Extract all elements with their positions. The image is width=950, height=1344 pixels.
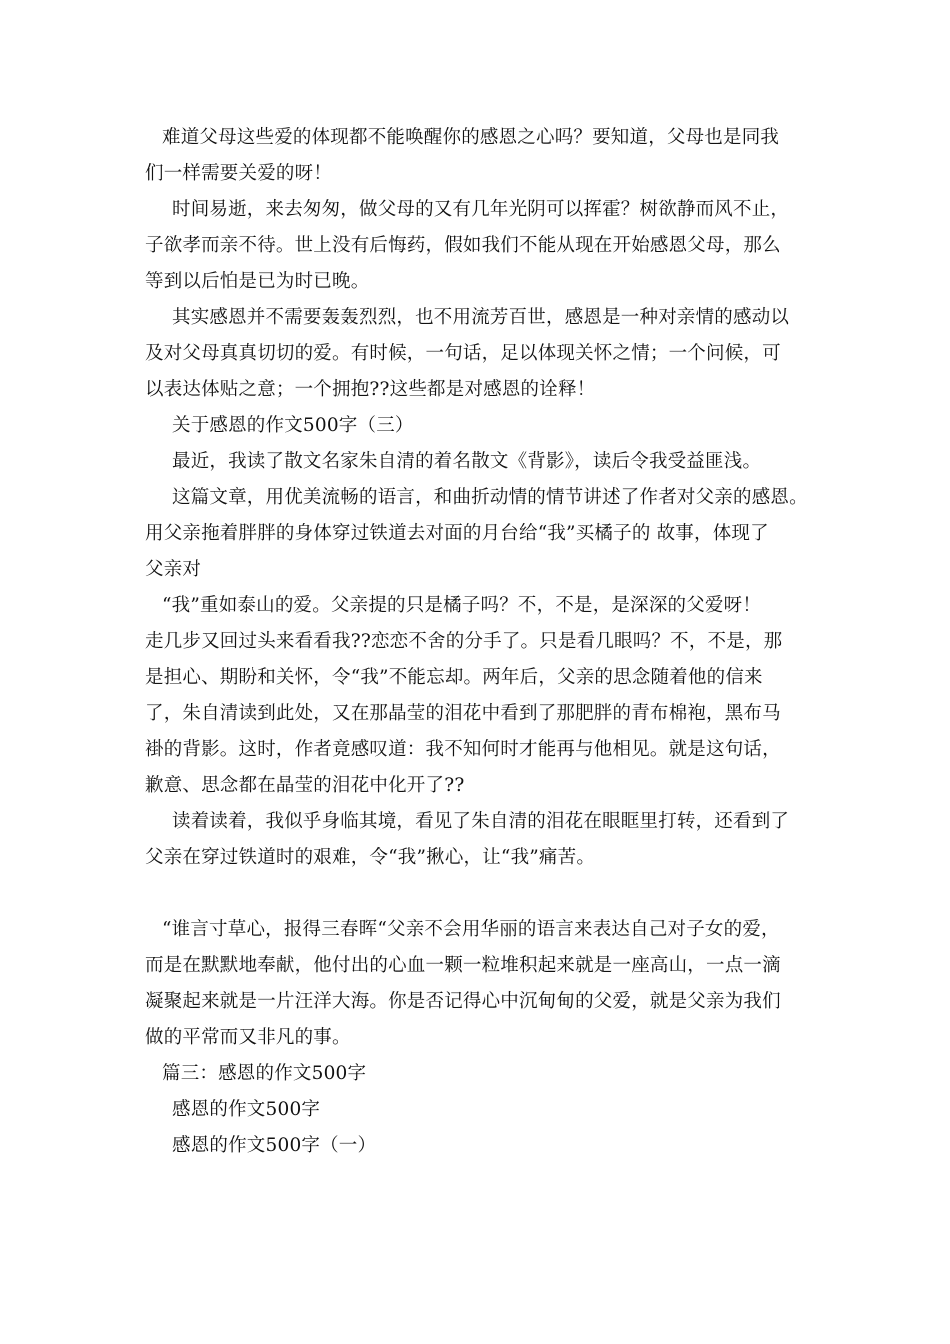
text-line: 歉意、思念都在晶莹的泪花中化开了?? — [145, 775, 465, 796]
text-line: 了，朱自清读到此处，又在那晶莹的泪花中看到了那肥胖的青布棉袍，黑布马 — [145, 703, 781, 724]
section-heading: 感恩的作文500字 — [172, 1099, 321, 1120]
section-heading: 关于感恩的作文500字（三） — [172, 415, 414, 436]
text-line: 以表达体贴之意；一个拥抱??这些都是对感恩的诠释！ — [145, 379, 596, 400]
section-heading: 感恩的作文500字（一） — [172, 1135, 377, 1156]
text-line: 最近，我读了散文名家朱自清的着名散文《背影》，读后令我受益匪浅。 — [172, 451, 762, 472]
text-line: 父亲在穿过铁道时的艰难，令“我”揪心，让“我”痛苦。 — [145, 847, 596, 868]
text-line: 及对父母真真切切的爱。有时候，一句话，足以体现关怀之情；一个问候，可 — [145, 343, 781, 364]
text-line: 子欲孝而亲不待。世上没有后悔药，假如我们不能从现在开始感恩父母，那么 — [145, 235, 781, 256]
text-line: 父亲对 — [145, 559, 202, 580]
text-line: 凝聚起来就是一片汪洋大海。你是否记得心中沉甸甸的父爱，就是父亲为我们 — [145, 991, 781, 1012]
text-line: 褂的背影。这时，作者竟感叹道：我不知何时才能再与他相见。就是这句话， — [145, 739, 781, 760]
text-line: 读着读着，我似乎身临其境，看见了朱自清的泪花在眼眶里打转，还看到了 — [172, 811, 790, 832]
text-line: 其实感恩并不需要轰轰烈烈，也不用流芳百世，感恩是一种对亲情的感动以 — [172, 307, 790, 328]
text-line: 时间易逝，来去匆匆，做父母的又有几年光阴可以挥霍？树欲静而风不止， — [172, 199, 790, 220]
text-line: “谁言寸草心，报得三春晖“父亲不会用华丽的语言来表达自己对子女的爱， — [162, 919, 780, 940]
text-line: 等到以后怕是已为时已晚。 — [145, 271, 370, 292]
text-line: 这篇文章，用优美流畅的语言，和曲折动情的情节讲述了作者对父亲的感恩。 — [172, 487, 808, 508]
text-line: 们一样需要关爱的呀！ — [145, 163, 333, 184]
text-line: 是担心、期盼和关怀，令“我”不能忘却。两年后，父亲的思念随着他的信来 — [145, 667, 763, 688]
text-line: “我”重如泰山的爱。父亲提的只是橘子吗？不，不是，是深深的父爱呀！ — [162, 595, 762, 616]
text-line: 用父亲拖着胖胖的身体穿过铁道去对面的月台给“我”买橘子的 故事，体现了 — [145, 523, 769, 544]
text-line: 难道父母这些爱的体现都不能唤醒你的感恩之心吗？要知道，父母也是同我 — [162, 127, 780, 148]
section-heading: 篇三：感恩的作文500字 — [162, 1063, 367, 1084]
text-line: 而是在默默地奉献，他付出的心血一颗一粒堆积起来就是一座高山，一点一滴 — [145, 955, 781, 976]
text-line: 做的平常而又非凡的事。 — [145, 1027, 351, 1048]
text-line: 走几步又回过头来看看我??恋恋不舍的分手了。只是看几眼吗？不，不是，那 — [145, 631, 783, 652]
